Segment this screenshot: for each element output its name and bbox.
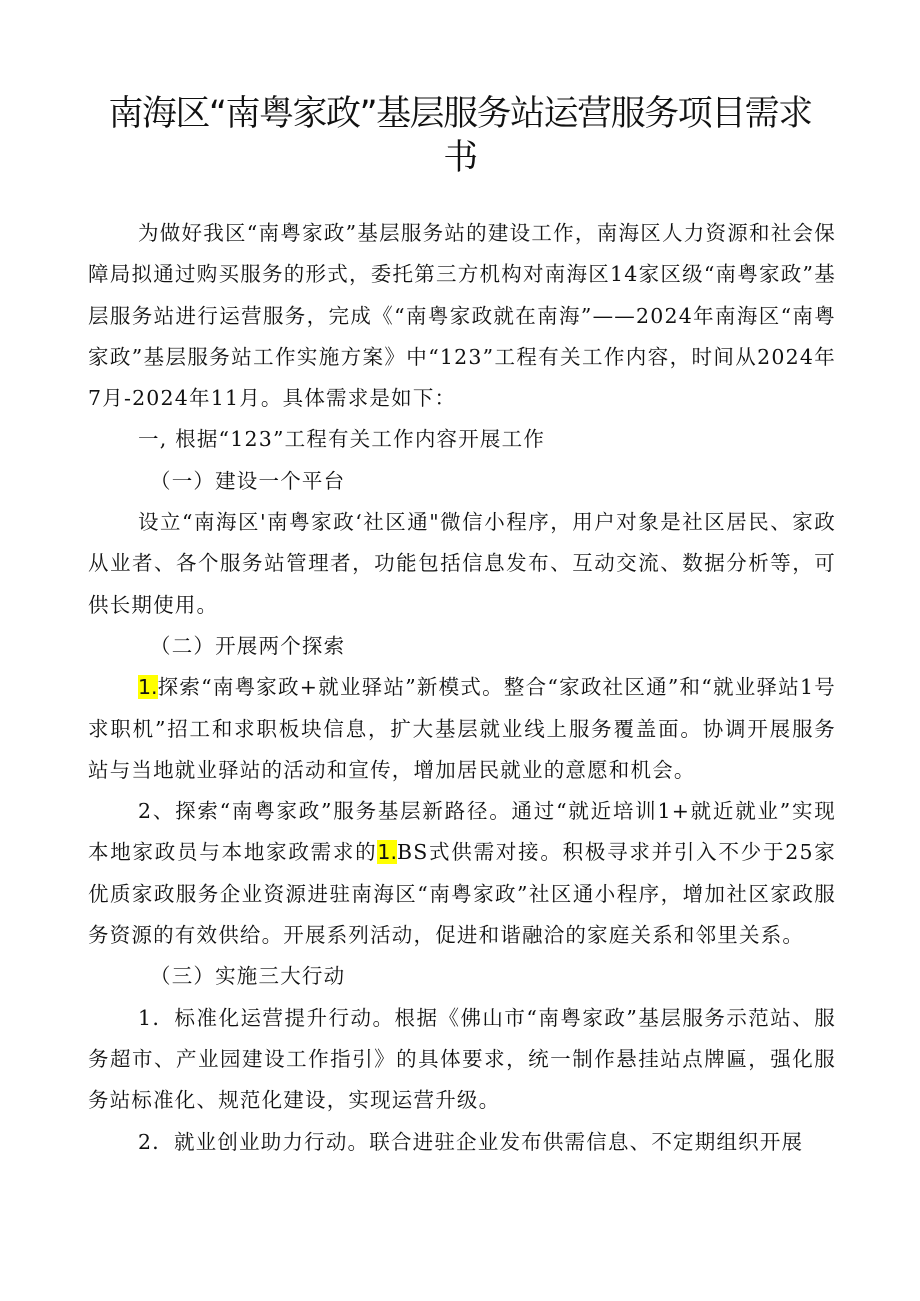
intro-paragraph: 为做好我区“南粤家政”基层服务站的建设工作，南海区人力资源和社会保障局拟通过购买服务的形式，委托第三方机构对南海区14家区级“南粤家政”基层服务站进行运营服务，完成《“南粤家政就在南海”——2024年南海区“南粤家政”基层服务站工作实施方案》中“123”工程有关工作内容，时间从2024年7月-2024年11月。具体需求是如下：	[88, 221, 836, 411]
highlighted-number: 1.	[377, 840, 397, 865]
item-1-paragraph	[88, 667, 836, 791]
action-1-paragraph: 1．标准化运营提升行动。根据《佛山市“南粤家政”基层服务示范站、服务超市、产业园建设工作指引》的具体要求，统一制作悬挂站点牌匾，强化服务站标准化、规范化建设，实现运营升级。	[88, 1005, 836, 1113]
item-2-text-before: 2、探索“南粤家政”服务基层新路径。通过“就近培训1+就近就业”实现本地家政员与本地家政需求的	[88, 799, 836, 865]
subsection-heading-2: （二）开展两个探索	[150, 633, 346, 658]
document-body	[88, 213, 836, 1163]
item-2-text-after: BS式供需对接。积极寻求并引入不少于25家优质家政服务企业资源进驻南海区“南粤家政”社区通小程序，增加社区家政服务资源的有效供给。开展系列活动，促进和谐融洽的家庭关系和邻里关系。	[88, 840, 836, 948]
item-1-text: 探索“南粤家政+就业驿站”新模式。整合“家政社区通”和“就业驿站1号求职机”招工和求职板块信息，扩大基层就业线上服务覆盖面。协调开展服务站与当地就业驿站的活动和宣传，增加居民就业的意愿和机会。	[88, 675, 836, 782]
subsection-1-text: 设立“南海区'南粤家政‘社区通"微信小程序，用户对象是社区居民、家政从业者、各个服务站管理者，功能包括信息发布、互动交流、数据分析等，可供长期使用。	[88, 510, 836, 617]
document-title: 南海区“南粤家政”基层服务站运营服务项目需求书	[108, 94, 812, 178]
action-2-paragraph: 2．就业创业助力行动。联合进驻企业发布供需信息、不定期组织开展	[138, 1129, 804, 1154]
item-2-paragraph	[88, 791, 836, 956]
subsection-heading-3: （三）实施三大行动	[150, 964, 346, 989]
section-heading-1: 一, 根据“123”工程有关工作内容开展工作	[138, 427, 546, 452]
subsection-heading-1: （一）建设一个平台	[150, 468, 346, 493]
highlighted-number: 1.	[138, 675, 158, 700]
